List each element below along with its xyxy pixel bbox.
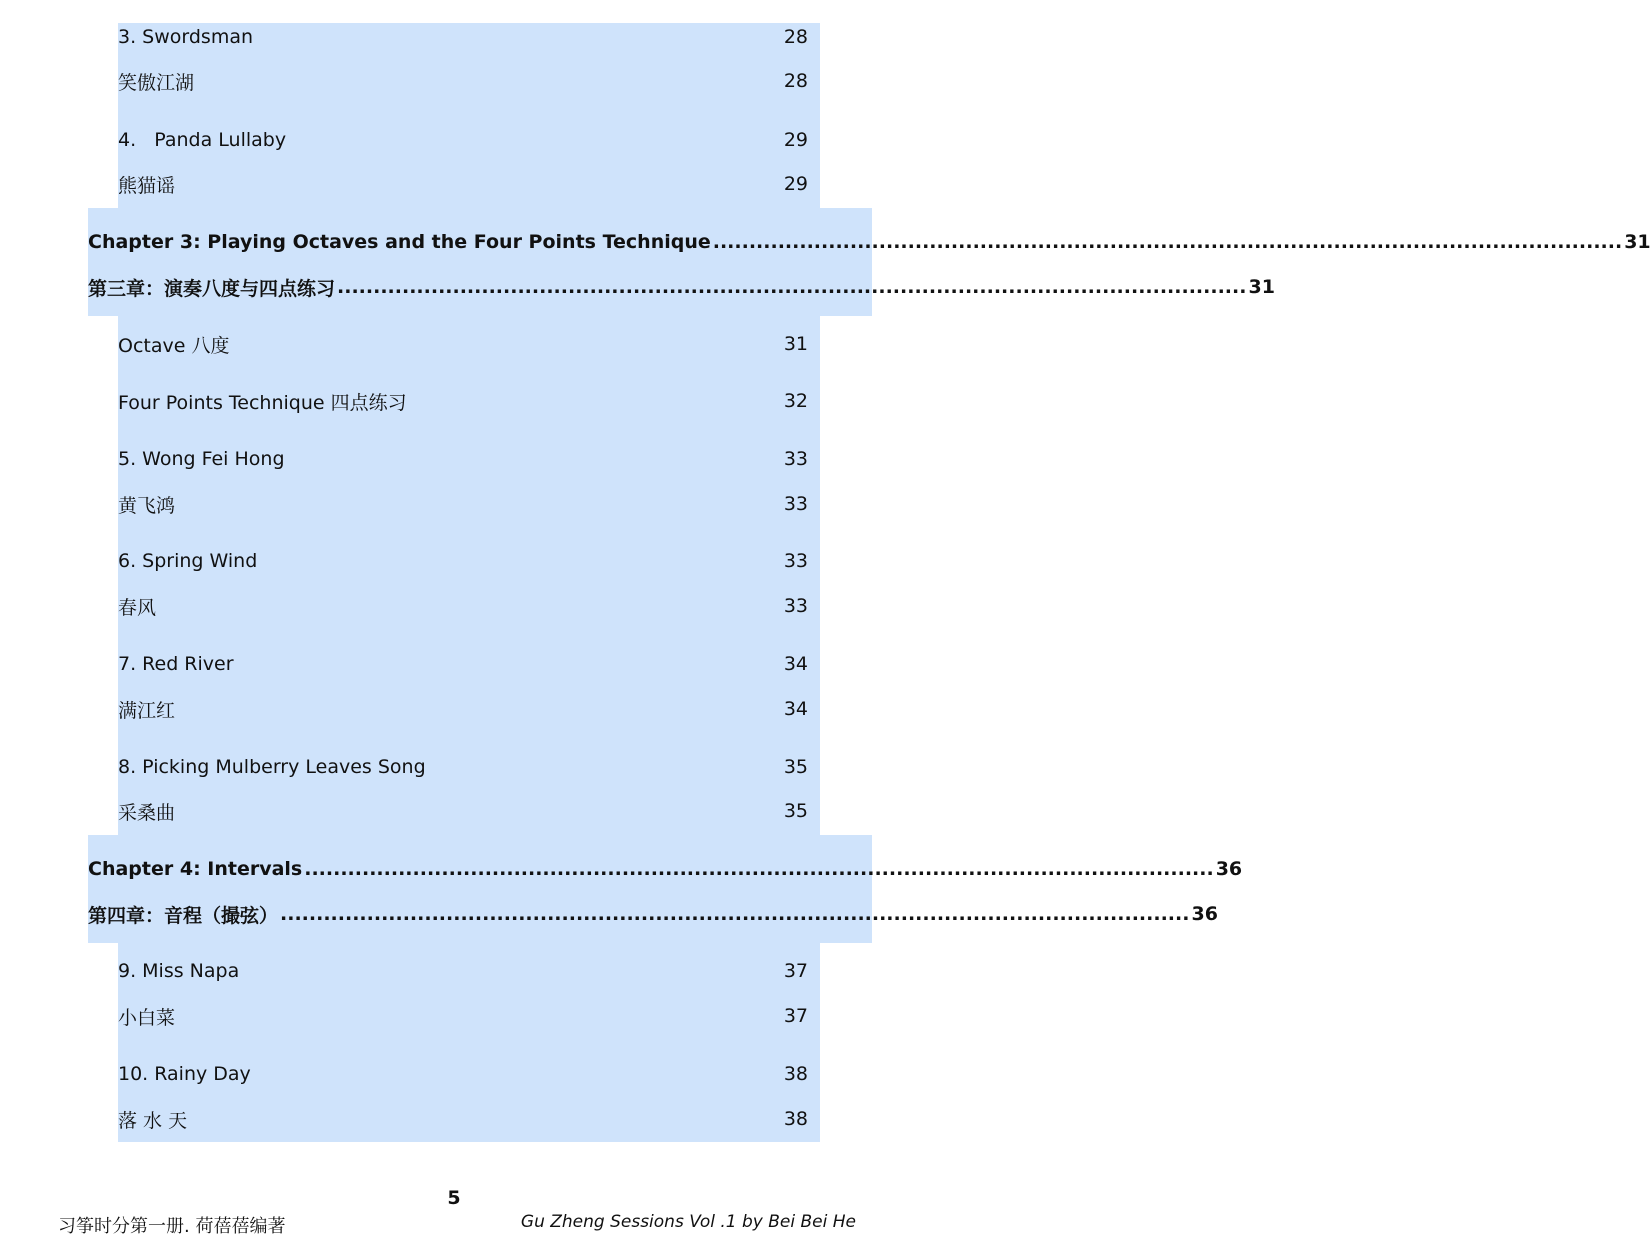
toc-entry-page: 35	[783, 800, 808, 822]
toc-entry-page: 31	[783, 333, 808, 355]
toc-entry-title: 笑傲江湖	[118, 71, 195, 94]
toc-entry[interactable]	[118, 446, 808, 472]
toc-chapter-title: 第三章：演奏八度与四点练习	[88, 277, 336, 300]
toc-chapter[interactable]	[88, 274, 1275, 300]
toc-entry[interactable]	[118, 1061, 808, 1087]
toc-entry[interactable]	[118, 24, 808, 50]
page-number: 5	[447, 1187, 461, 1209]
toc-entry-page: 34	[783, 653, 808, 675]
toc-entry-page: 38	[783, 1063, 808, 1085]
toc-entry-page: 33	[783, 493, 808, 515]
toc-chapter[interactable]	[88, 229, 1651, 255]
toc-entry-page: 28	[783, 70, 808, 92]
toc-entry-title: 6. Spring Wind	[118, 550, 258, 572]
toc-entry[interactable]	[118, 68, 808, 94]
toc-entry-title: 落 水 天	[118, 1109, 188, 1132]
toc-entry-page: 38	[783, 1108, 808, 1130]
toc-entry-title: 小白菜	[118, 1006, 176, 1029]
toc-chapter-page: 36	[1215, 858, 1243, 880]
toc-entry[interactable]	[118, 696, 808, 722]
toc-entry[interactable]	[118, 651, 808, 677]
toc-chapter-title: Chapter 3: Playing Octaves and the Four Points Technique	[88, 231, 711, 253]
toc-chapter-title: Chapter 4: Intervals	[88, 858, 303, 880]
toc-entry-page: 37	[783, 960, 808, 982]
toc-entry[interactable]	[118, 388, 808, 414]
toc-entry-page: 29	[783, 173, 808, 195]
toc-dot-leader: ..............................................................................................................................	[337, 276, 1247, 298]
toc-entry-title: Octave 八度	[118, 334, 230, 357]
footer-right-text: Gu Zheng Sessions Vol .1 by Bei Bei He	[520, 1212, 856, 1232]
toc-entry-title: 熊猫谣	[118, 174, 176, 197]
toc-chapter[interactable]	[88, 901, 1218, 927]
toc-entry-page: 33	[783, 595, 808, 617]
toc-entry[interactable]	[118, 331, 808, 357]
toc-entry-page: 37	[783, 1005, 808, 1027]
toc-chapter-page: 31	[1624, 231, 1651, 253]
toc-entry[interactable]	[118, 127, 808, 153]
toc-entry[interactable]	[118, 1003, 808, 1029]
toc-dot-leader: ..............................................................................................................................	[280, 903, 1190, 925]
toc-chapter-title: 第四章：音程（撮弦）	[88, 904, 279, 927]
toc-entry[interactable]	[118, 593, 808, 619]
toc-entry[interactable]	[118, 548, 808, 574]
toc-entry-title: 10. Rainy Day	[118, 1063, 251, 1085]
toc-dot-leader: ..............................................................................................................................	[712, 231, 1623, 253]
toc-entry-title: Four Points Technique 四点练习	[118, 391, 407, 414]
toc-entry[interactable]	[118, 754, 808, 780]
toc-chapter-page: 36	[1191, 903, 1218, 925]
footer-left-text: 习筝时分第一册. 荷蓓蓓编著	[58, 1216, 286, 1237]
toc-entry-title: 5. Wong Fei Hong	[118, 448, 285, 470]
toc-entry-title: 春风	[118, 596, 157, 619]
toc-entry-title: 3. Swordsman	[118, 26, 254, 48]
toc-entry-title: 满江红	[118, 699, 176, 722]
toc-entry-title: 黄飞鸿	[118, 494, 176, 517]
toc-entry-page: 32	[783, 390, 808, 412]
toc-entry-page: 35	[783, 756, 808, 778]
toc-entry-page: 29	[783, 129, 808, 151]
toc-entry-title: 7. Red River	[118, 653, 234, 675]
toc-entry-page: 33	[783, 550, 808, 572]
toc-dot-leader: ..............................................................................................................................	[304, 858, 1214, 880]
toc-entry-title: 9. Miss Napa	[118, 960, 240, 982]
toc-entry-title: 4. Panda Lullaby	[118, 129, 287, 151]
toc-entry-page: 28	[783, 26, 808, 48]
toc-entry-page: 33	[783, 448, 808, 470]
toc-chapter[interactable]	[88, 856, 1243, 882]
toc-entry[interactable]	[118, 491, 808, 517]
toc-entry[interactable]	[118, 171, 808, 197]
toc-entry[interactable]	[118, 1106, 808, 1132]
toc-entry-title: 8. Picking Mulberry Leaves Song	[118, 756, 426, 778]
toc-entry[interactable]	[118, 798, 808, 824]
toc-chapter-page: 31	[1248, 276, 1275, 298]
toc-entry-page: 34	[783, 698, 808, 720]
toc-entry[interactable]	[118, 958, 808, 984]
toc-entry-title: 采桑曲	[118, 801, 176, 824]
